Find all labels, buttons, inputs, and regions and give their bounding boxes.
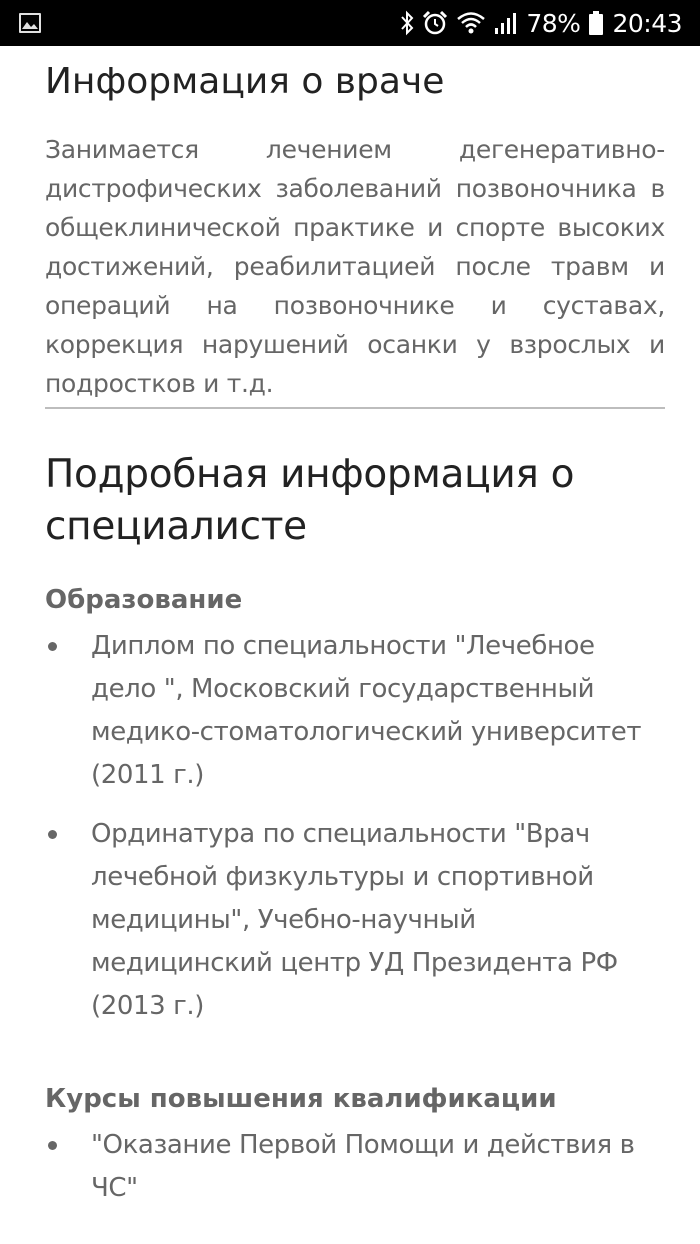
clock: 20:43	[612, 8, 682, 38]
signal-icon	[494, 11, 518, 35]
bullet-icon	[48, 830, 57, 839]
list-item-text: "Оказание Первой Помощи и действия в ЧС"	[91, 1130, 635, 1203]
courses-title: Курсы повышения квалификации	[45, 1084, 557, 1114]
education-list	[45, 625, 665, 1028]
doctor-info-title: Информация о враче	[45, 61, 445, 102]
alarm-icon	[422, 10, 448, 36]
status-bar	[0, 0, 700, 46]
list-item	[45, 1124, 665, 1210]
courses-list	[45, 1124, 665, 1210]
divider	[45, 407, 665, 409]
page-content	[45, 46, 665, 1226]
battery-percent: 78%	[526, 8, 581, 38]
list-item	[45, 625, 665, 797]
details-title: Подробная информация о специалисте	[45, 452, 575, 549]
education-title: Образование	[45, 585, 243, 615]
list-item-text: Ординатура по специальности "Врач лечебной физкультуры и спортивной медицины", Учебно-научный медицинский центр УД Президента РФ (2013 г.)	[91, 819, 618, 1021]
doctor-description: Занимается лечением дегенеративно-дистрофических заболеваний позвоночника в общеклинической практике и спорте высоких достижений, реабилитацией после травм и операций на позвоночнике и суставах, коррекция нарушений осанки у взрослых и подростков и т.д.	[45, 135, 665, 398]
bluetooth-icon	[400, 10, 414, 36]
wifi-icon	[456, 11, 486, 35]
gallery-icon	[18, 12, 42, 34]
bullet-icon	[48, 1141, 57, 1150]
battery-icon	[588, 10, 604, 36]
list-item-text: Диплом по специальности "Лечебное дело ", Московский государственный медико-стоматологический университет (2011 г.)	[91, 631, 642, 790]
list-item	[45, 813, 665, 1028]
bullet-icon	[48, 642, 57, 651]
